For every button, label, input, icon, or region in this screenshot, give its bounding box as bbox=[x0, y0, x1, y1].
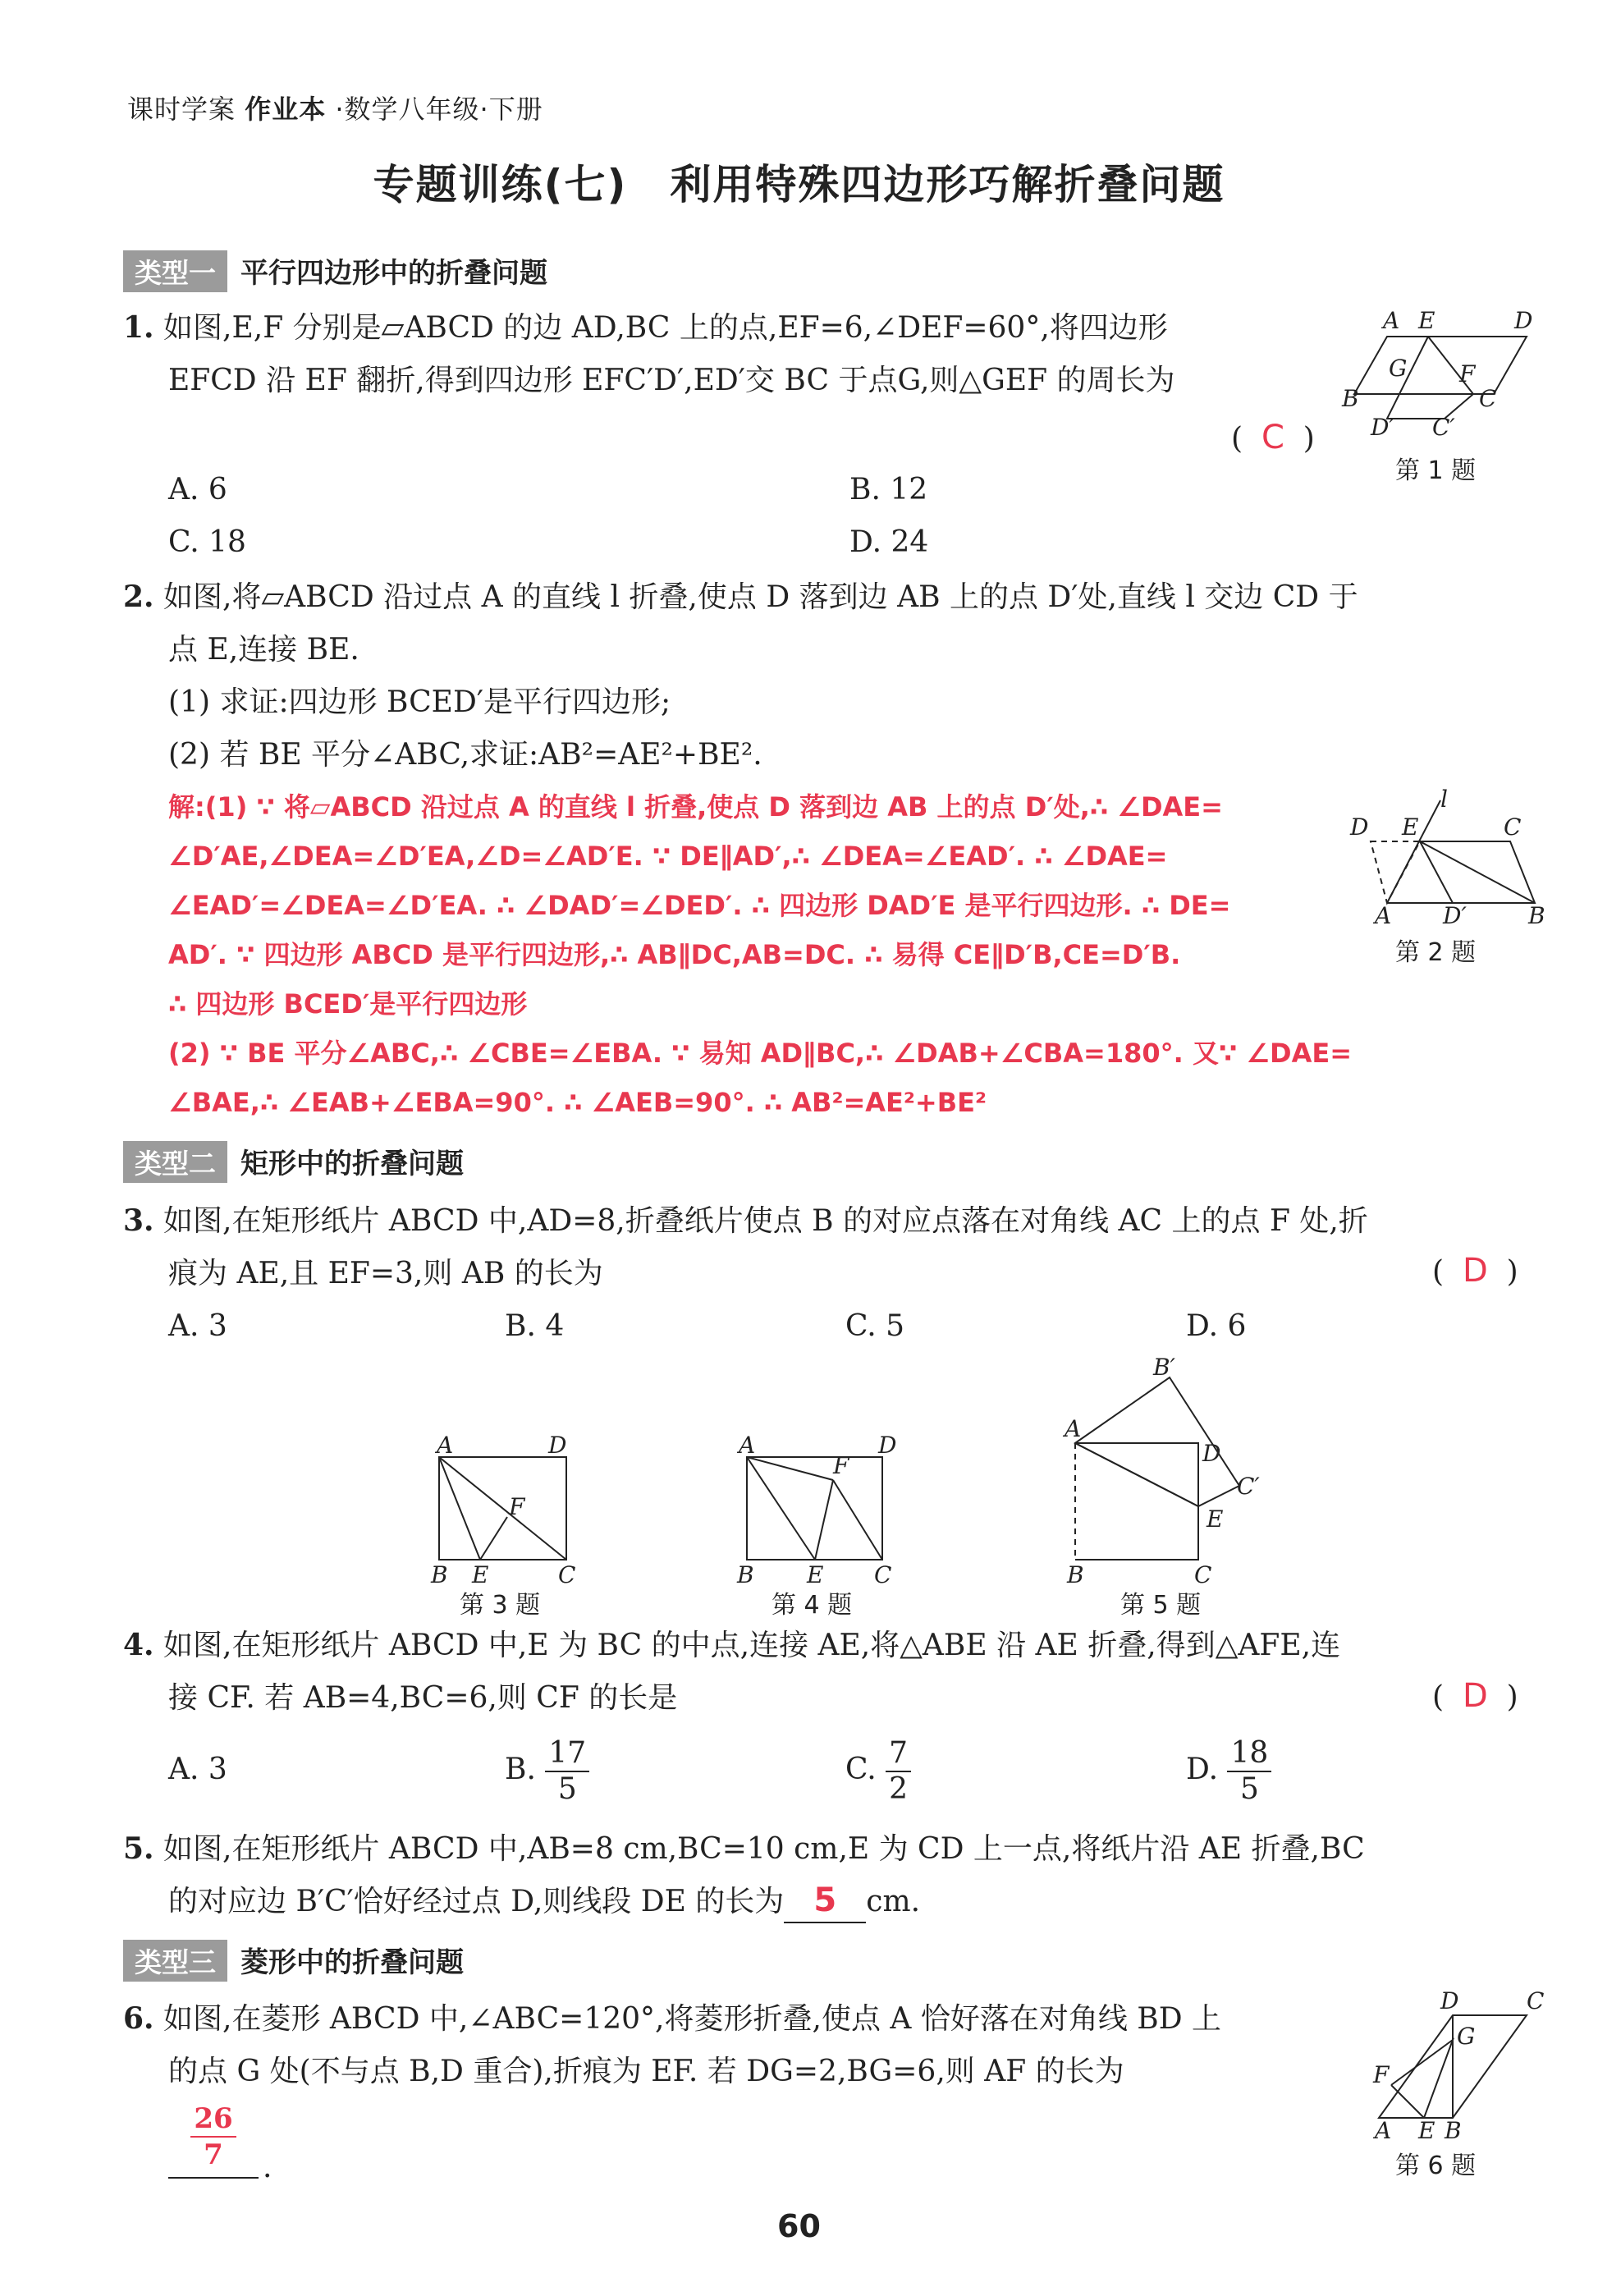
question-1 bbox=[123, 301, 1354, 407]
header-bold: 作业本 bbox=[245, 94, 327, 125]
q3-option-c: C. 5 bbox=[845, 1309, 905, 1343]
page-title: 专题训练(七) 利用特殊四边形巧解折叠问题 bbox=[373, 161, 1225, 209]
q4-line2: 接 CF. 若 AB=4,BC=6,则 CF 的长是 bbox=[168, 1681, 678, 1715]
q4-answer-bracket: ( D ) bbox=[1432, 1677, 1518, 1715]
q1-caption: 第 1 题 bbox=[1395, 456, 1477, 485]
svg-text:E: E bbox=[1418, 307, 1435, 334]
svg-text:l: l bbox=[1440, 786, 1448, 813]
figure-q6 bbox=[1362, 1987, 1559, 2144]
q4-fig-caption: 第 4 题 bbox=[772, 1591, 853, 1620]
q2-sol-line: 解:(1) ∵ 将▱ABCD 沿过点 A 的直线 l 折叠,使点 D 落到边 AB 上的点 D′处,∴ ∠DAE= bbox=[168, 791, 1223, 823]
fig4-cf bbox=[833, 1480, 882, 1560]
svg-text:B: B bbox=[1342, 385, 1359, 412]
q4-option-c bbox=[845, 1736, 911, 1807]
q4-option-c-fraction bbox=[886, 1736, 911, 1807]
q4-line1: 如图,在矩形纸片 ABCD 中,E 为 BC 的中点,连接 AE,将△ABE 沿 AE 折叠,得到△AFE,连 bbox=[163, 1629, 1341, 1662]
svg-text:A: A bbox=[437, 1432, 454, 1459]
svg-text:B′: B′ bbox=[1153, 1354, 1175, 1381]
fraction-numerator: 17 bbox=[545, 1736, 589, 1772]
q2-part1: (1) 求证:四边形 BCED′是平行四边形; bbox=[168, 685, 671, 719]
q2-caption: 第 2 题 bbox=[1395, 938, 1477, 967]
section-3-tag: 类型三 bbox=[123, 1940, 227, 1982]
section-2-tag: 类型二 bbox=[123, 1141, 227, 1183]
q1-answer: C bbox=[1261, 419, 1284, 456]
q2-sol-line: (2) ∵ BE 平分∠ABC,∴ ∠CBE=∠EBA. ∵ 易知 AD∥BC,∴ ∠DAB+∠CBA=180°. 又∵ ∠DAE= bbox=[168, 1038, 1353, 1069]
svg-text:C: C bbox=[874, 1561, 892, 1588]
q4-option-b-fraction bbox=[545, 1736, 589, 1807]
fig3-fold-ae bbox=[439, 1457, 480, 1560]
svg-text:B: B bbox=[737, 1561, 754, 1588]
fig4-fe bbox=[815, 1480, 833, 1560]
svg-text:A: A bbox=[1375, 2117, 1392, 2144]
svg-text:C′: C′ bbox=[1432, 414, 1455, 441]
section-3-header bbox=[123, 1940, 464, 1982]
q4-number: 4. bbox=[123, 1628, 154, 1662]
q3-option-d: D. 6 bbox=[1186, 1309, 1247, 1343]
fraction-denominator: 7 bbox=[204, 2138, 223, 2171]
question-6 bbox=[123, 1992, 1354, 2098]
q4-option-b bbox=[505, 1736, 589, 1807]
q2-line2: 点 E,连接 BE. bbox=[168, 633, 359, 667]
fig4-rectangle bbox=[747, 1457, 882, 1560]
q4-option-d bbox=[1186, 1736, 1271, 1807]
svg-text:C: C bbox=[1194, 1561, 1212, 1588]
q1-option-d: D. 24 bbox=[849, 525, 929, 559]
q3-answer-bracket: ( D ) bbox=[1432, 1252, 1518, 1290]
fig1-parallelogram bbox=[1354, 337, 1527, 394]
q1-line2: EFCD 沿 EF 翻折,得到四边形 EFC′D′,ED′交 BC 于点G,则△GEF 的周长为 bbox=[168, 364, 1175, 397]
header-prefix: 课时学案 bbox=[127, 94, 236, 125]
q4-option-d-label: D. bbox=[1186, 1753, 1219, 1786]
fraction-numerator: 18 bbox=[1227, 1736, 1271, 1772]
q5-answer-blank bbox=[784, 1881, 866, 1923]
book-header bbox=[127, 89, 543, 126]
svg-text:C: C bbox=[1527, 1987, 1545, 2014]
svg-text:F: F bbox=[509, 1493, 525, 1520]
q3-caption: 第 3 题 bbox=[460, 1591, 541, 1620]
svg-text:A: A bbox=[1375, 902, 1392, 929]
q4-option-b-label: B. bbox=[505, 1753, 536, 1786]
q3-line2: 痕为 AE,且 EF=3,则 AB 的长为 bbox=[168, 1257, 603, 1290]
q6-period: . bbox=[263, 2151, 272, 2184]
svg-text:F: F bbox=[833, 1452, 849, 1479]
section-1-title: 平行四边形中的折叠问题 bbox=[240, 257, 547, 290]
q4-answer: D bbox=[1462, 1677, 1488, 1715]
question-5 bbox=[123, 1822, 1535, 1928]
figure-q5 bbox=[1055, 1354, 1268, 1588]
q6-line1: 如图,在菱形 ABCD 中,∠ABC=120°,将菱形折叠,使点 A 恰好落在对角线 BD 上 bbox=[163, 2002, 1222, 2036]
q6-line2: 的点 G 处(不与点 B,D 重合),折痕为 EF. 若 DG=2,BG=6,则 AF 的长为 bbox=[168, 2055, 1124, 2088]
svg-text:E: E bbox=[807, 1561, 824, 1588]
svg-text:C′: C′ bbox=[1237, 1473, 1260, 1500]
fig6-folded-fge bbox=[1391, 2040, 1453, 2118]
fraction-numerator: 26 bbox=[190, 2101, 236, 2138]
q2-sol-line: ∠BAE,∴ ∠EAB+∠EBA=90°. ∴ ∠AEB=90°. ∴ AB²=AE²+BE² bbox=[168, 1087, 987, 1118]
svg-text:A: A bbox=[1065, 1415, 1082, 1442]
fig2-dashed-triangle bbox=[1371, 841, 1420, 903]
svg-text:B: B bbox=[431, 1561, 448, 1588]
svg-text:A: A bbox=[1383, 307, 1400, 334]
q1-option-a: A. 6 bbox=[168, 473, 227, 506]
question-3 bbox=[123, 1194, 1535, 1300]
q2-sol-line: ∴ 四边形 BCED′是平行四边形 bbox=[168, 988, 528, 1020]
q4-option-a-value: 3 bbox=[208, 1753, 227, 1786]
q2-sol-line: ∠D′AE,∠DEA=∠D′EA,∠D=∠AD′E. ∵ DE∥AD′,∴ ∠DEA=∠EAD′. ∴ ∠DAE= bbox=[168, 841, 1168, 872]
svg-text:B: B bbox=[1445, 2117, 1462, 2144]
q2-solution bbox=[168, 782, 1547, 1127]
fig5-rect-top-right bbox=[1075, 1443, 1198, 1560]
svg-text:F: F bbox=[1459, 360, 1476, 387]
section-3-title: 菱形中的折叠问题 bbox=[240, 1946, 464, 1979]
q5-line1: 如图,在矩形纸片 ABCD 中,AB=8 cm,BC=10 cm,E 为 CD 上一点,将纸片沿 AE 折叠,BC bbox=[163, 1832, 1365, 1866]
fig3-ef bbox=[480, 1517, 507, 1560]
fig6-fold-ef bbox=[1391, 2085, 1424, 2118]
q2-line1: 如图,将▱ABCD 沿过点 A 的直线 l 折叠,使点 D 落到边 AB 上的点 D′处,直线 l 交边 CD 于 bbox=[163, 580, 1358, 614]
q6-caption: 第 6 题 bbox=[1395, 2152, 1477, 2180]
header-suffix: ·数学八年级·下册 bbox=[335, 94, 543, 125]
q2-number: 2. bbox=[123, 580, 154, 614]
svg-text:D: D bbox=[1440, 1987, 1459, 2014]
figure-q3 bbox=[419, 1428, 583, 1588]
section-2-header bbox=[123, 1141, 464, 1183]
fig3-diagonal-ac bbox=[439, 1457, 566, 1560]
q1-line1: 如图,E,F 分别是▱ABCD 的边 AD,BC 上的点,EF=6,∠DEF=60°,将四边形 bbox=[163, 311, 1168, 345]
section-1-tag: 类型一 bbox=[123, 250, 227, 292]
svg-text:C: C bbox=[558, 1561, 576, 1588]
svg-text:E: E bbox=[1207, 1505, 1224, 1533]
svg-text:D: D bbox=[1202, 1440, 1221, 1467]
q3-line1: 如图,在矩形纸片 ABCD 中,AD=8,折叠纸片使点 B 的对应点落在对角线 AC 上的点 F 处,折 bbox=[163, 1204, 1368, 1238]
svg-text:C: C bbox=[1479, 385, 1497, 412]
q5-line2: 的对应边 B′C′恰好经过点 D,则线段 DE 的长为 bbox=[168, 1885, 785, 1918]
svg-text:D: D bbox=[878, 1432, 897, 1459]
q3-option-a: A. 3 bbox=[168, 1309, 227, 1343]
fraction-denominator: 2 bbox=[889, 1772, 909, 1806]
svg-text:D′: D′ bbox=[1443, 902, 1467, 929]
q6-answer-blank bbox=[168, 2101, 259, 2179]
fig2-parallelogram-part bbox=[1387, 841, 1535, 903]
fraction-denominator: 5 bbox=[1239, 1772, 1259, 1806]
q1-number: 1. bbox=[123, 310, 154, 345]
svg-text:D: D bbox=[1514, 307, 1533, 334]
svg-text:B: B bbox=[1528, 902, 1545, 929]
q6-answer-fraction bbox=[190, 2101, 236, 2172]
q6-number: 6. bbox=[123, 2001, 154, 2036]
figure-q1 bbox=[1338, 304, 1543, 443]
svg-text:G: G bbox=[1389, 355, 1408, 382]
q3-option-b: B. 4 bbox=[505, 1309, 565, 1343]
section-1-header bbox=[123, 250, 547, 292]
q4-option-a bbox=[168, 1753, 227, 1786]
svg-text:D: D bbox=[548, 1432, 567, 1459]
figure-q4 bbox=[726, 1428, 899, 1588]
q3-answer: D bbox=[1462, 1252, 1488, 1290]
q2-part2: (2) 若 BE 平分∠ABC,求证:AB²=AE²+BE². bbox=[168, 738, 762, 772]
svg-text:G: G bbox=[1457, 2023, 1476, 2050]
svg-text:F: F bbox=[1373, 2061, 1390, 2088]
svg-text:C: C bbox=[1504, 813, 1522, 841]
q1-option-c: C. 18 bbox=[168, 525, 246, 559]
page-number: 60 bbox=[777, 2208, 821, 2244]
svg-text:E: E bbox=[1418, 2117, 1435, 2144]
svg-text:D′: D′ bbox=[1371, 414, 1394, 441]
q4-option-d-fraction bbox=[1227, 1736, 1271, 1807]
q5-unit: cm. bbox=[866, 1885, 921, 1918]
fig5-ae bbox=[1075, 1443, 1198, 1506]
q5-number: 5. bbox=[123, 1831, 154, 1866]
q5-answer: 5 bbox=[813, 1881, 837, 1919]
q4-option-a-label: A. bbox=[168, 1753, 199, 1786]
fraction-denominator: 5 bbox=[557, 1772, 577, 1806]
q5-fig-caption: 第 5 题 bbox=[1120, 1591, 1202, 1620]
q2-sol-line: AD′. ∵ 四边形 ABCD 是平行四边形,∴ AB∥DC,AB=DC. ∴ 易得 CE∥D′B,CE=D′B. bbox=[168, 939, 1181, 970]
question-2 bbox=[123, 571, 1535, 781]
fraction-numerator: 7 bbox=[886, 1736, 911, 1772]
q1-option-b: B. 12 bbox=[849, 473, 928, 506]
q3-number: 3. bbox=[123, 1203, 154, 1238]
section-2-title: 矩形中的折叠问题 bbox=[240, 1148, 464, 1180]
figure-q2 bbox=[1346, 784, 1543, 928]
svg-text:B: B bbox=[1067, 1561, 1084, 1588]
q1-answer-bracket: ( C ) bbox=[1231, 419, 1315, 456]
question-4 bbox=[123, 1619, 1535, 1725]
svg-text:A: A bbox=[739, 1432, 756, 1459]
q2-sol-line: ∠EAD′=∠DEA=∠D′EA. ∴ ∠DAD′=∠DED′. ∴ 四边形 DAD′E 是平行四边形. ∴ DE= bbox=[168, 890, 1231, 921]
svg-text:D: D bbox=[1350, 813, 1369, 841]
q4-option-c-label: C. bbox=[845, 1753, 877, 1786]
svg-text:E: E bbox=[472, 1561, 489, 1588]
svg-text:E: E bbox=[1402, 813, 1419, 841]
